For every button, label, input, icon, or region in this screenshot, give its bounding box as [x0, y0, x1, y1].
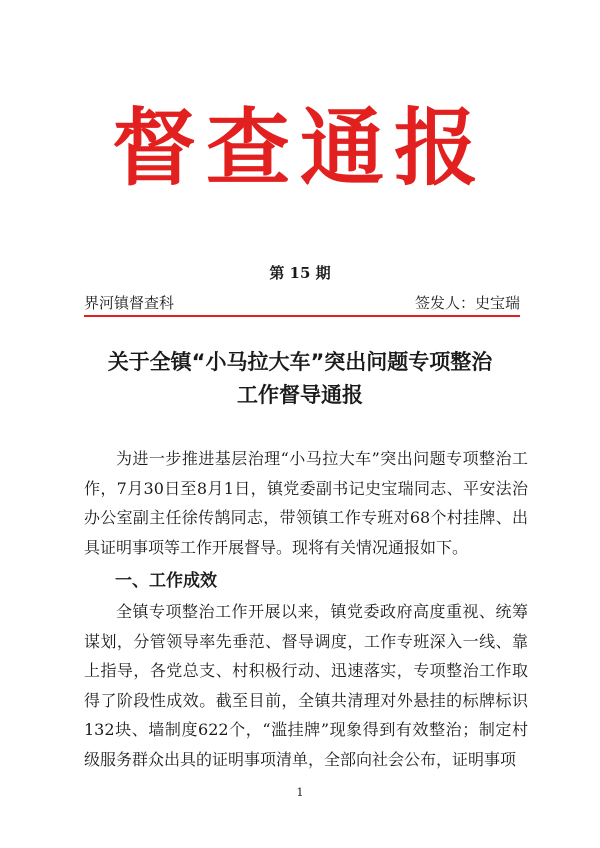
document-title — [0, 346, 600, 412]
issuing-office: 界河镇督查科 — [84, 294, 175, 312]
intro-paragraph — [84, 444, 528, 562]
document-title-line-1: 关于全镇“小马拉大车”突出问题专项整治 — [107, 350, 493, 374]
issue-number: 第 15 期 — [269, 264, 331, 282]
document-title-line-2: 工作督导通报 — [237, 383, 363, 407]
masthead-title: 督查通报 — [111, 98, 488, 197]
intro-text: 为进一步推进基层治理“小马拉大车”突出问题专项整治工作，7月30日至8月1日，镇党委副书记史宝瑞同志、平安法治办公室副主任徐传鹄同志，带领镇工作专班对68个村挂牌、出具证明事项等工作开展督导。现将有关情况通报如下。 — [84, 449, 528, 557]
section-text: 全镇专项整治工作开展以来，镇党委政府高度重视、统筹谋划，分管领导率先垂范、督导调度，工作专班深入一线、靠上指导，各党总支、村积极行动、迅速落实，专项整治工作取得了阶段性成效。截至目前，全镇共清理对外悬挂的标牌标识132块、墙制度622个，“滥挂牌”现象得到有效整治；制定村级服务群众出具的证明事项清单，全部向社会公布，证明事项 — [84, 602, 528, 769]
page-number: 1 — [296, 786, 304, 799]
red-divider-line — [84, 315, 520, 317]
signer: 签发人：史宝瑞 — [414, 294, 520, 312]
section-paragraph — [84, 597, 528, 774]
issuer-row — [84, 292, 520, 314]
section-heading: 一、工作成效 — [115, 571, 217, 591]
